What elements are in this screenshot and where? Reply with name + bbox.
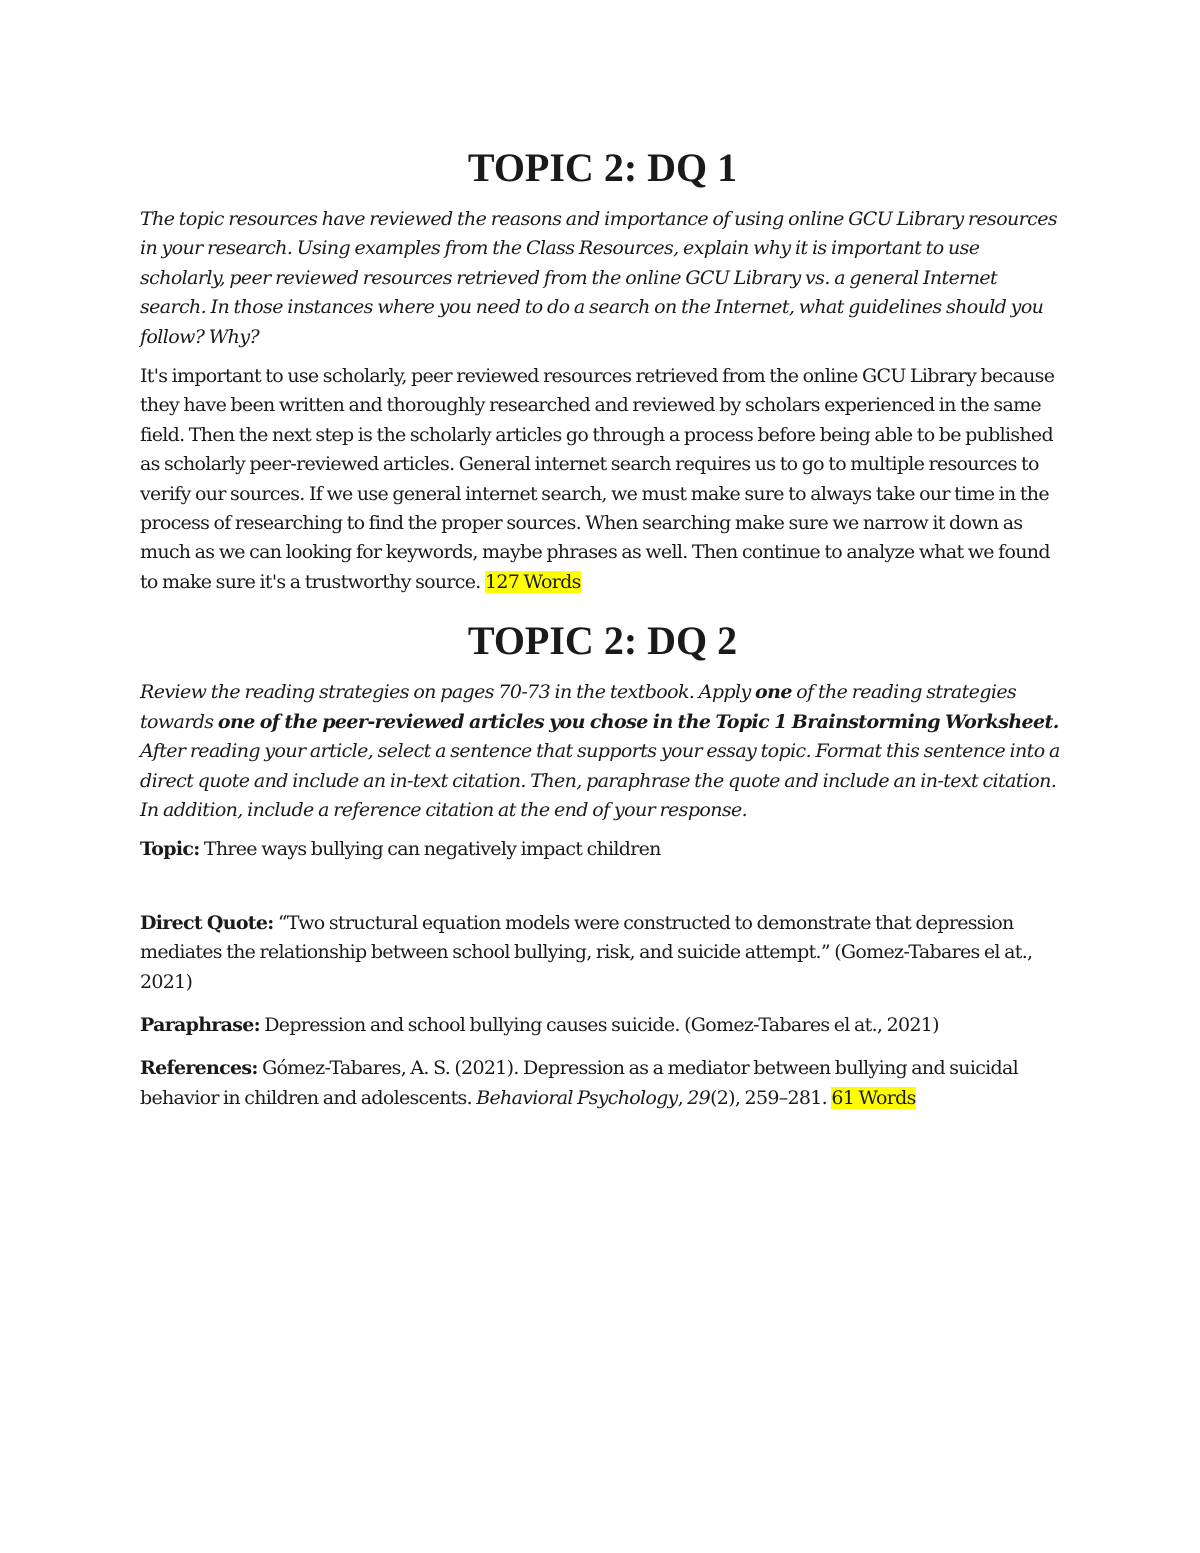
dq2-prompt-part2: of the reading strategies towards [140, 681, 1017, 733]
paraphrase-text: Depression and school bullying causes suicide. (Gomez-Tabares el at., 2021) [259, 1013, 939, 1036]
direct-quote-text: “Two structural equation models were constructed to demonstrate that depression mediates the relationship between school bullying, risk, and suicide attempt.” (Gomez-Tabares el at., 2021) [140, 911, 1033, 993]
direct-quote-label: Direct Quote: [140, 911, 274, 934]
dq1-word-count: 127 Words [484, 570, 581, 593]
dq1-prompt: The topic resources have reviewed the reasons and importance of using online GCU Library resources in your research. Using examples from the Class Resources, explain why it is important to use scholarly, peer reviewed resources retrieved from the online GCU Library vs. a general Internet search. In those instances where you need to do a search on the Internet, what guidelines should you follow? Why? [140, 208, 1057, 348]
dq2-prompt-bold1: one [755, 681, 792, 704]
dq2-topic [140, 835, 1065, 864]
dq1-response [140, 362, 1065, 597]
reference-part2: (2), 259–281. [710, 1086, 832, 1109]
dq2-title: TOPIC 2: DQ 2 [467, 618, 738, 664]
dq2-direct-quote [140, 909, 1065, 997]
dq2-prompt-part3: After reading your article, select a sentence that supports your essay topic. Format this sentence into a direct quote and include an in-text citation. Then, paraphrase the quote and include an in-text citation. In addition, include a reference citation at the end of your response. [140, 740, 1060, 821]
dq2-paraphrase [140, 1011, 1065, 1040]
paraphrase-label: Paraphrase: [140, 1013, 260, 1036]
dq2-references [140, 1054, 1065, 1113]
reference-comma: , [677, 1086, 688, 1109]
reference-part1: Gómez-Tabares, A. S. (2021). Depression as a mediator between bullying and suicidal behavior in children and adolescents. [140, 1057, 1019, 1109]
topic-label: Topic: [140, 838, 200, 861]
dq1-title: TOPIC 2: DQ 1 [467, 145, 738, 190]
dq1-response-text: It's important to use scholarly, peer reviewed resources retrieved from the online GCU Library because they have been written and thoroughly researched and reviewed by scholars experienced in the same field. Then the next step is the scholarly articles go through a process before being able to be published as scholarly peer-reviewed articles. General internet search requires us to go to multiple resources to verify our sources. If we use general internet search, we must make sure to always take our time in the process of researching to find the proper sources. When searching make sure we narrow it down as much as we can looking for keywords, maybe phrases as well. Then continue to analyze what we found to make sure it's a trustworthy source. [140, 365, 1055, 593]
references-label: References: [140, 1057, 258, 1080]
dq2-prompt-bold2: one of the peer-reviewed articles you chose in the Topic 1 Brainstorming Worksheet. [217, 710, 1059, 733]
reference-volume: 29 [687, 1086, 711, 1109]
dq2-word-count: 61 Words [831, 1086, 916, 1109]
document-page [140, 0, 1065, 1113]
dq2-prompt-part1: Review the reading strategies on pages 70-73 in the textbook. Apply [140, 681, 756, 704]
topic-text: Three ways bullying can negatively impact children [199, 838, 661, 861]
dq2-prompt [140, 678, 1065, 825]
reference-journal: Behavioral Psychology [476, 1086, 678, 1109]
